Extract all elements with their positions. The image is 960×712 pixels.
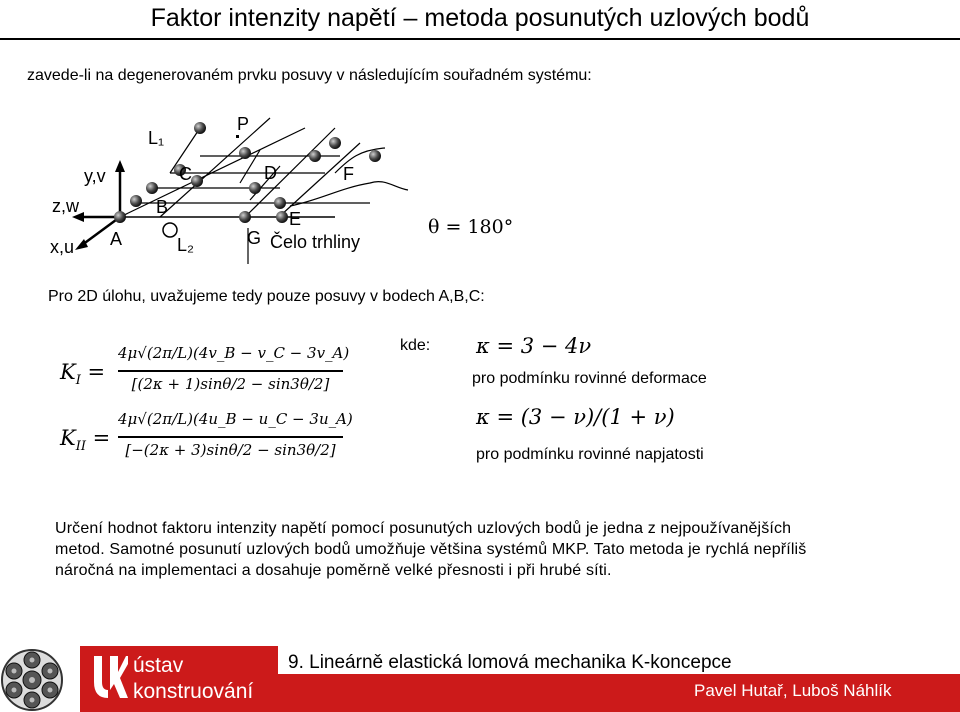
paragraph-line: metod. Samotné posunutí uzlových bodů umožňuje většina systémů MKP. Tato metoda je rychlá nepříliš: [55, 541, 807, 558]
node-P-label: P: [237, 114, 250, 134]
axis-x-label: x,u: [50, 237, 75, 257]
formula-KII-lhs: K: [60, 426, 76, 450]
axis-z-label: z,w: [52, 196, 79, 216]
formula-KII-denominator: [−(2κ + 3)sinθ/2 − sin3θ/2]: [125, 441, 336, 459]
kde-label: kde:: [400, 337, 431, 354]
node-B-label: B: [156, 197, 169, 217]
node-C-label: C: [179, 164, 192, 184]
formula-KI-lhs: K: [60, 360, 76, 384]
formula-KII-numerator: 4μ√(2π/L)(4u_B − u_C − 3u_A): [118, 410, 353, 428]
logo-line1: ústav: [133, 654, 184, 677]
paragraph-line: náročná na implementaci a dosahuje poměrně velké přesnosti i při hrubé síti.: [55, 562, 612, 579]
institute-logo: [80, 646, 278, 712]
node-F-label: F: [343, 164, 354, 184]
node-E-label: E: [289, 209, 302, 229]
description-paragraph: [55, 518, 935, 581]
kappa-plane-stress-label: pro podmínku rovinné napjatosti: [476, 446, 704, 463]
crack-front-label: Čelo trhliny: [270, 232, 361, 252]
node-L1-label: L₁: [148, 128, 165, 148]
intro-text: zavede-li na degenerovaném prvku posuvy v následujícím souřadném systému:: [27, 67, 592, 84]
kappa-plane-strain-label: pro podmínku rovinné deformace: [472, 370, 707, 387]
logo-line2: konstruování: [133, 680, 254, 703]
wire-rope-logo-icon: [0, 644, 70, 712]
title-divider: [0, 38, 960, 40]
paragraph-line: Určení hodnot faktoru intenzity napětí pomocí posunutých uzlových bodů je jedna z nejpoužívanějších: [55, 520, 792, 537]
footer-authors: Pavel Hutař, Luboš Náhlík: [694, 681, 892, 700]
uk-logo-icon: [88, 652, 128, 706]
node-G-label: G: [247, 228, 262, 248]
axis-y-label: y,v: [84, 166, 106, 186]
formula-KII: $K_{II}$ = 4μ√(2π/L)(4u_B − u_C − 3u_A) [−(2κ + 3)sinθ/2 − sin3θ/2]: [60, 410, 353, 459]
formula-KI: $K_I$ = 4μ√(2π/L)(4v_B − v_C − 3v_A) [(2κ + 1)sinθ/2 − sin3θ/2]: [60, 344, 350, 393]
page-title: Faktor intenzity napětí – metoda posunutých uzlových bodů: [150, 4, 810, 32]
formula-KII-sub: II: [75, 439, 86, 455]
formula-KI-denominator: [(2κ + 1)sinθ/2 − sin3θ/2]: [131, 375, 330, 393]
theta-formula: θ = 180°: [428, 216, 514, 238]
note-2d: Pro 2D úlohu, uvažujeme tedy pouze posuvy v bodech A,B,C:: [48, 288, 485, 305]
node-D-label: D: [264, 163, 277, 183]
node-A-label: A: [110, 229, 123, 249]
kappa-plane-stress: κ = (3 − ν)/(1 + ν): [476, 405, 675, 429]
node-L2-label: L₂: [177, 235, 194, 255]
kappa-plane-strain: κ = 3 − 4ν: [476, 334, 592, 358]
formula-KI-sub: I: [75, 373, 81, 389]
footer-topic: 9. Lineárně elastická lomová mechanika K-koncepce: [288, 652, 732, 673]
formula-KI-numerator: 4μ√(2π/L)(4v_B − v_C − 3v_A): [118, 344, 350, 362]
